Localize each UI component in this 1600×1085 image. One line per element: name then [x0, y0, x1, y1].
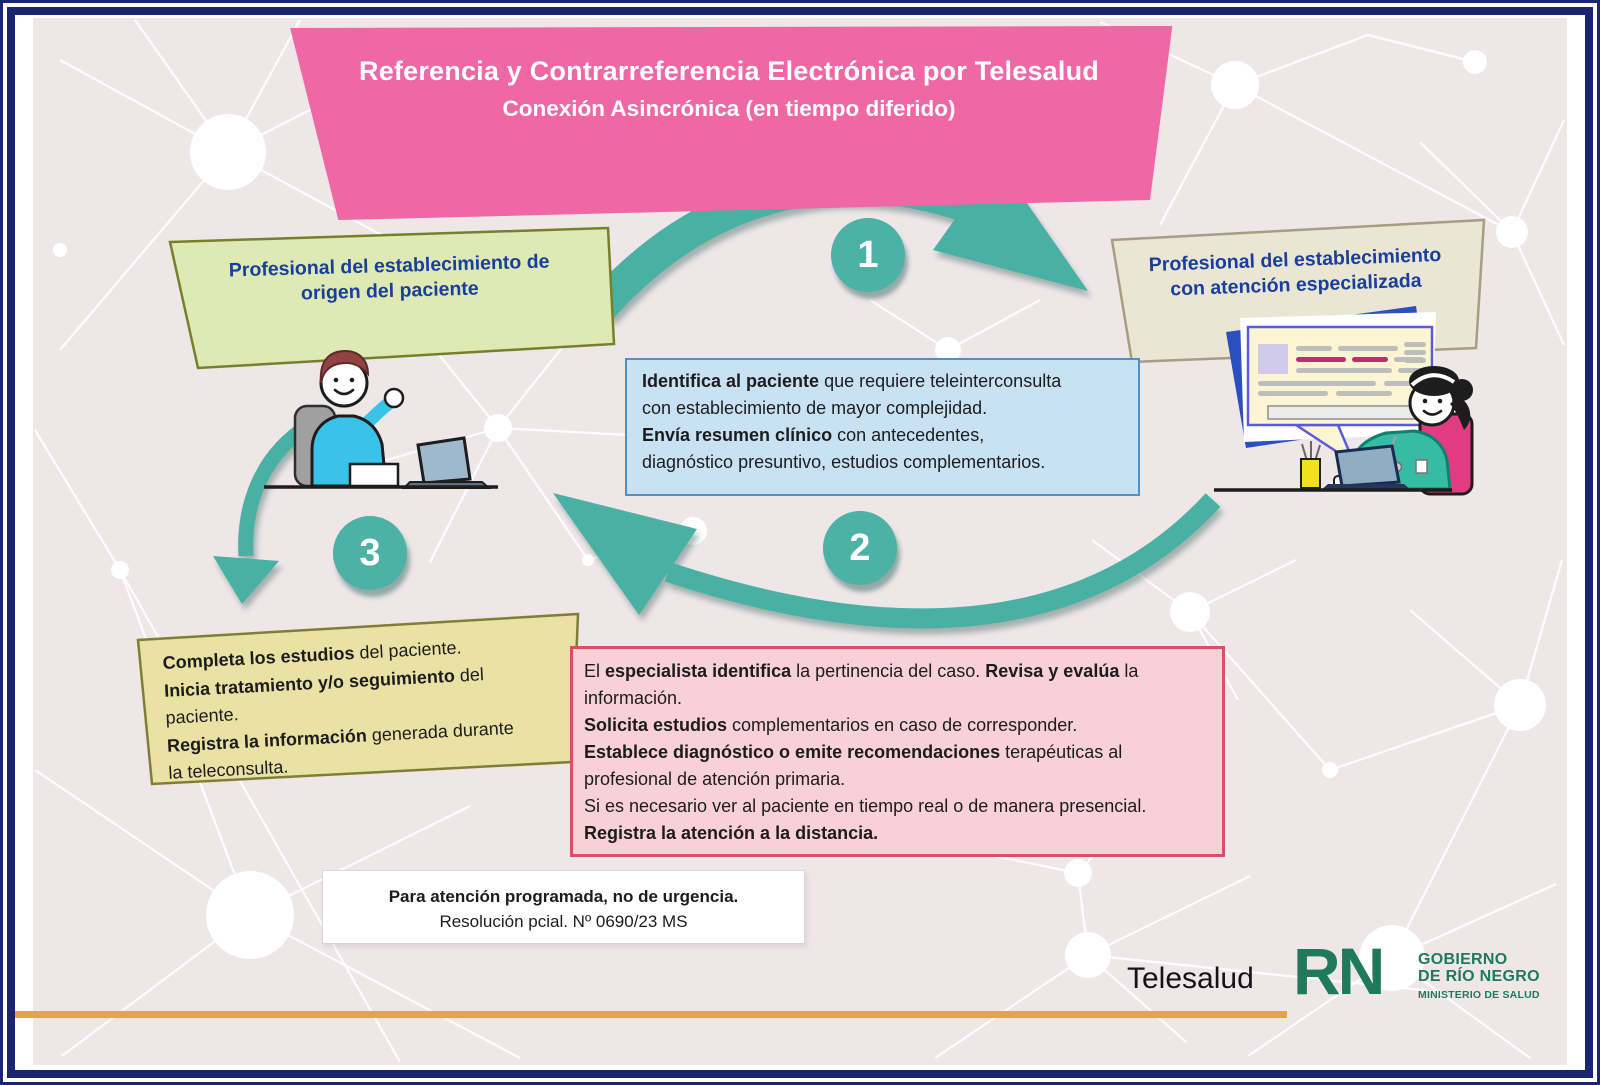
subtitle: Conexión Asincrónica (en tiempo diferido) [502, 96, 956, 121]
specialist-professional-label: Profesional del establecimiento con atención especializada [1148, 243, 1442, 301]
step3-number-badge: 3 [333, 516, 407, 590]
footer-gold-rule [9, 1011, 1287, 1018]
step3-description-text: Completa los estudios del paciente. Inicia tratamiento y/o seguimiento del paciente. Registra la información generada durante la teleconsulta. [162, 637, 515, 783]
step2-number-badge: 2 [823, 511, 897, 585]
step2-description-text: El especialista identifica la pertinencia del caso. Revisa y evalúa la información. Solicita estudios complementarios en caso de corresponder. Establece diagnóstico o emite recomendaciones terapéuticas al profesional de atención primaria. Si es necesario ver al paciente en tiempo real o de manera presencial. Registra la atención a la distancia. [584, 661, 1147, 843]
origin-professional-label: Profesional del establecimiento de origen del paciente [228, 250, 550, 305]
government-logo-text [1418, 951, 1540, 1004]
step1-description-text: Identifica al paciente que requiere teleinterconsulta con establecimiento de mayor complejidad. Envía resumen clínico con antecedentes, diagnóstico presuntivo, estudios complementarios. [642, 371, 1062, 472]
waving-hand-icon [385, 389, 403, 407]
gov-line1: GOBIERNO [1418, 951, 1508, 968]
gov-line3: MINISTERIO DE SALUD [1418, 989, 1540, 1001]
specialist-professional-illustration [1214, 306, 1473, 494]
origin-professional-illustration [264, 351, 498, 488]
laptop-icon [404, 438, 489, 488]
main-title: Referencia y Contrarreferencia Electrónica por Telesalud [359, 56, 1099, 86]
badge-icon [1416, 460, 1427, 473]
telesalud-wordmark: Telesalud [1127, 962, 1254, 995]
note-text: Para atención programada, no de urgencia. Resolución pcial. Nº 0690/23 MS [388, 887, 739, 931]
gov-line2: DE RÍO NEGRO [1418, 968, 1540, 985]
step1-number-badge: 1 [831, 218, 905, 292]
pencil-cup-icon [1301, 441, 1320, 488]
rn-logo: RN [1293, 934, 1383, 1008]
